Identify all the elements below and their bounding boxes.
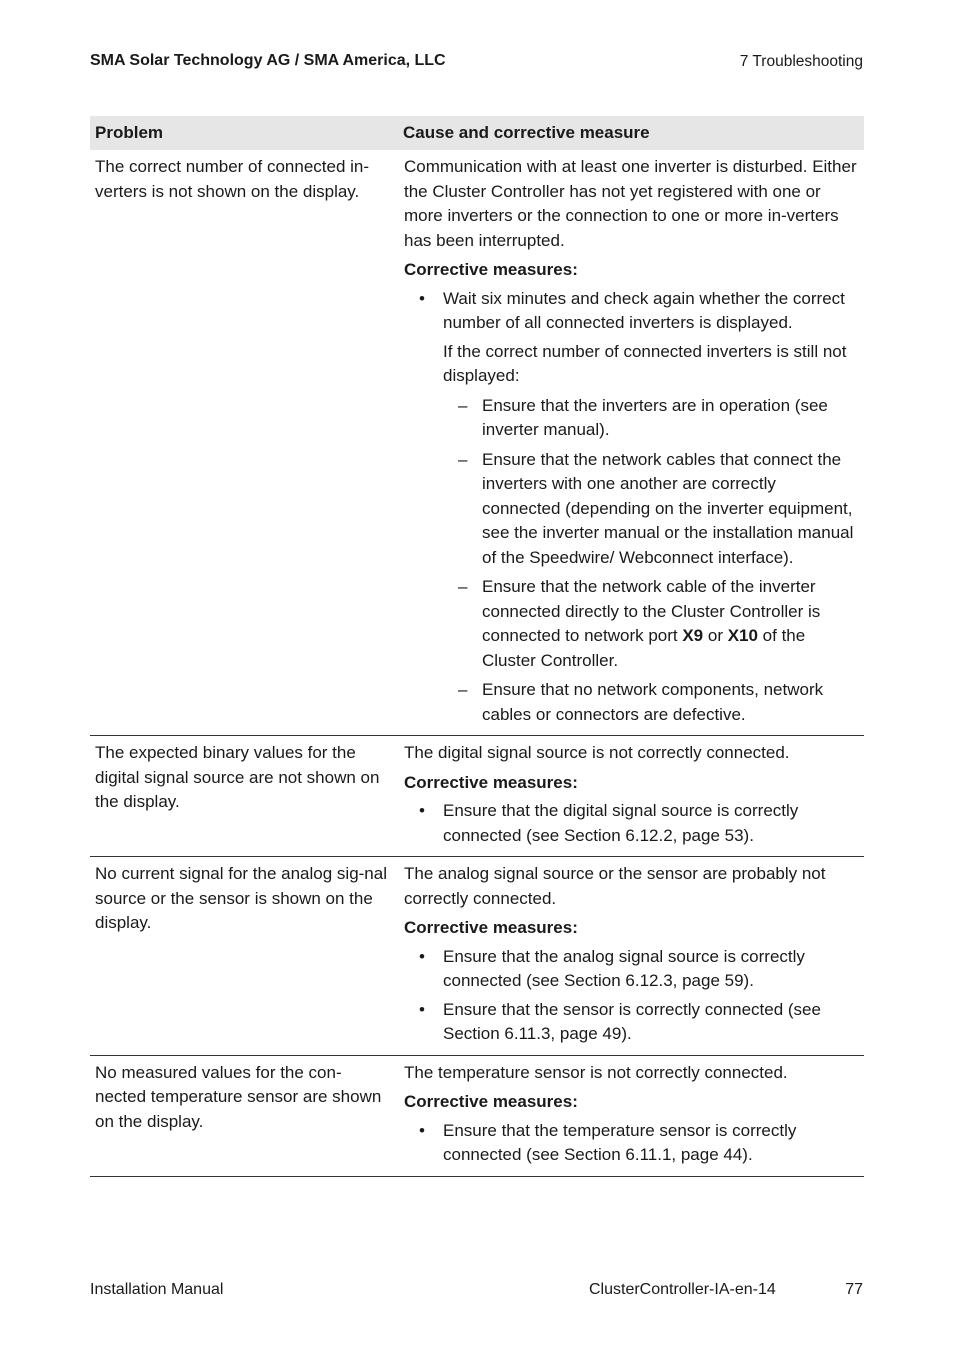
footer-manual-title: Installation Manual [90,1281,224,1298]
dash-icon: – [458,577,468,596]
col-header-cause: Cause and corrective measure [403,123,650,142]
problem-cell: The expected binary values for the digital signal source are not shown on the display. [95,743,380,811]
cause-cell [394,857,864,1055]
port-x9: X9 [682,626,704,645]
dash-icon: – [458,680,468,699]
problem-cell: The correct number of connected in-verters is not shown on the display. [95,157,370,201]
footer-doc-id: ClusterController-IA-en-14 [589,1281,776,1298]
bullet-icon: • [419,999,425,1019]
bullet-icon: • [419,1120,425,1140]
sub-list-item: – Ensure that the network cable of the inverter connected directly to the Cluster Controller is connected to network port X9 or X10 of the Cluster Controller. [458,577,821,670]
table-row [90,736,864,857]
dash-icon: – [458,395,468,415]
header-section: 7 Troubleshooting [739,53,863,70]
bullet-icon: • [419,946,425,966]
bullet-icon: • [419,288,425,308]
cause-text: The temperature sensor is not correctly connected. [404,1062,788,1082]
sub-list-item: – Ensure that the inverters are in operation (see inverter manual). [458,395,828,439]
problem-cell: No current signal for the analog sig-nal source or the sensor is shown on the display. [95,864,387,932]
cause-text: Communication with at least one inverter is disturbed. Either the Cluster Controller has not yet registered with one or more inverters or the connection to one or more in-verters has been interrupted. [404,157,857,250]
cause-cell [394,736,864,856]
cause-text: The analog signal source or the sensor are probably not correctly connected. [404,864,826,908]
corrective-measures-label: Corrective measures: [404,772,578,792]
table-row [90,1056,864,1177]
cause-cell [394,150,864,735]
list-item: • Ensure that the digital signal source is correctly connected (see Section 6.12.2, page 53). [419,801,799,845]
list-item: • Wait six minutes and check again whether the correct number of all connected inverters is displayed. [419,288,845,332]
list-item: • Ensure that the analog signal source is correctly connected (see Section 6.12.3, page 59). [419,946,805,990]
table-header [90,116,864,150]
port-x10: X10 [727,626,758,645]
sub-list-item: – Ensure that no network components, network cables or connectors are defective. [458,680,824,724]
corrective-measures-label: Corrective measures: [404,1092,578,1111]
col-header-problem: Problem [95,123,164,142]
page-number: 77 [845,1281,863,1298]
sub-list-item: – Ensure that the network cables that connect the inverters with one another are correctly connected (depending on the inverter equipment, see the inverter manual or the installation manual of the Speedwire/ Webconnect interface). [458,449,854,567]
corrective-measures-label: Corrective measures: [404,918,578,937]
cause-cell [394,1056,864,1176]
cause-text: The digital signal source is not correctly connected. [404,743,790,762]
bullet-icon: • [419,801,425,820]
list-item-note: If the correct number of connected inverters is still not displayed: [443,341,847,385]
corrective-measures-label: Corrective measures: [404,260,578,279]
dash-icon: – [458,449,468,469]
header-company: SMA Solar Technology AG / SMA America, LLC [90,52,446,69]
list-item: • Ensure that the temperature sensor is correctly connected (see Section 6.11.1, page 44). [419,1120,797,1164]
table-row [90,150,864,736]
list-item: • Ensure that the sensor is correctly connected (see Section 6.11.3, page 49). [419,999,821,1043]
problem-cell: No measured values for the con-nected temperature sensor are shown on the display. [95,1062,382,1131]
troubleshooting-table [90,116,864,1177]
table-row [90,857,864,1056]
